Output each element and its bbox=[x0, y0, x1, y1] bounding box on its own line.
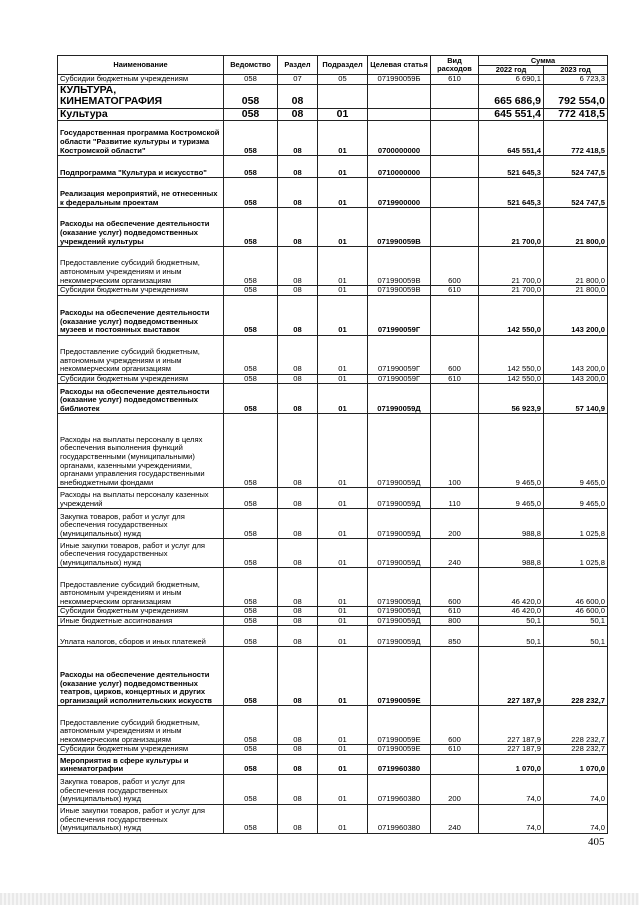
cell-target: 071990059В bbox=[368, 247, 431, 286]
cell-section: 08 bbox=[278, 745, 318, 755]
cell-section: 08 bbox=[278, 706, 318, 745]
cell-sum-2022: 521 645,3 bbox=[479, 178, 544, 208]
table-row bbox=[58, 286, 608, 296]
table-row bbox=[58, 208, 608, 247]
cell-section: 08 bbox=[278, 607, 318, 617]
scan-edge bbox=[0, 893, 639, 905]
cell-dept: 058 bbox=[224, 755, 278, 775]
cell-expense-type bbox=[431, 84, 479, 108]
cell-subsection: 01 bbox=[318, 108, 368, 121]
header-sum: Сумма bbox=[479, 56, 608, 66]
cell-sum-2022: 142 550,0 bbox=[479, 295, 544, 335]
cell-dept: 058 bbox=[224, 488, 278, 509]
cell-dept: 058 bbox=[224, 247, 278, 286]
table-row bbox=[58, 775, 608, 805]
cell-target: 071990059Д bbox=[368, 607, 431, 617]
cell-target: 071990059Д bbox=[368, 626, 431, 647]
cell-sum-2023: 792 554,0 bbox=[544, 84, 608, 108]
cell-sum-2023: 772 418,5 bbox=[544, 121, 608, 156]
cell-target: 071990059Д bbox=[368, 384, 431, 414]
cell-sum-2022: 645 551,4 bbox=[479, 108, 544, 121]
cell-subsection: 01 bbox=[318, 121, 368, 156]
cell-sum-2022: 74,0 bbox=[479, 805, 544, 834]
cell-sum-2023: 228 232,7 bbox=[544, 745, 608, 755]
cell-expense-type bbox=[431, 647, 479, 706]
cell-expense-type: 610 bbox=[431, 607, 479, 617]
cell-expense-type bbox=[431, 295, 479, 335]
cell-target: 071990059Е bbox=[368, 647, 431, 706]
cell-sum-2023: 74,0 bbox=[544, 775, 608, 805]
cell-section: 08 bbox=[278, 626, 318, 647]
cell-name: Субсидии бюджетным учреждениям bbox=[58, 374, 224, 384]
cell-name: Предоставление субсидий бюджетным, автономным учреждениям и иным некоммерческим организациям bbox=[58, 335, 224, 374]
cell-sum-2023: 772 418,5 bbox=[544, 108, 608, 121]
cell-expense-type: 610 bbox=[431, 745, 479, 755]
cell-sum-2023: 1 025,8 bbox=[544, 539, 608, 568]
cell-sum-2022: 50,1 bbox=[479, 616, 544, 626]
cell-sum-2023: 46 600,0 bbox=[544, 607, 608, 617]
cell-name: Субсидии бюджетным учреждениям bbox=[58, 75, 224, 85]
cell-dept: 058 bbox=[224, 208, 278, 247]
cell-name: Расходы на обеспечение деятельности (оказание услуг) подведомственных музеев и постоянных выставок bbox=[58, 295, 224, 335]
cell-sum-2022: 1 070,0 bbox=[479, 755, 544, 775]
cell-target: 071990059В bbox=[368, 286, 431, 296]
cell-target: 071990059Д bbox=[368, 414, 431, 488]
cell-subsection: 01 bbox=[318, 775, 368, 805]
cell-subsection: 01 bbox=[318, 706, 368, 745]
cell-dept: 058 bbox=[224, 178, 278, 208]
cell-sum-2022: 6 690,1 bbox=[479, 75, 544, 85]
cell-name: Расходы на выплаты персоналу в целях обеспечения выполнения функций государственными (муниципальными) органами, казенными учреждениями, органами управления государственными внебюджетными фондами bbox=[58, 414, 224, 488]
cell-sum-2023: 21 800,0 bbox=[544, 247, 608, 286]
table-row bbox=[58, 156, 608, 178]
cell-expense-type bbox=[431, 178, 479, 208]
table-row bbox=[58, 414, 608, 488]
cell-name: Субсидии бюджетным учреждениям bbox=[58, 286, 224, 296]
cell-sum-2023: 524 747,5 bbox=[544, 178, 608, 208]
cell-sum-2022: 645 551,4 bbox=[479, 121, 544, 156]
cell-name: Закупка товаров, работ и услуг для обеспечения государственных (муниципальных) нужд bbox=[58, 775, 224, 805]
header-year-2023: 2023 год bbox=[544, 66, 608, 75]
cell-section: 08 bbox=[278, 84, 318, 108]
cell-subsection: 01 bbox=[318, 247, 368, 286]
cell-sum-2022: 227 187,9 bbox=[479, 706, 544, 745]
cell-sum-2023: 524 747,5 bbox=[544, 156, 608, 178]
cell-section: 08 bbox=[278, 208, 318, 247]
cell-subsection: 01 bbox=[318, 755, 368, 775]
cell-sum-2022: 142 550,0 bbox=[479, 374, 544, 384]
table-body bbox=[58, 75, 608, 834]
cell-dept: 058 bbox=[224, 745, 278, 755]
cell-subsection: 01 bbox=[318, 178, 368, 208]
header-name: Наименование bbox=[58, 56, 224, 75]
cell-section: 08 bbox=[278, 488, 318, 509]
cell-target: 0719960380 bbox=[368, 805, 431, 834]
cell-target: 0710000000 bbox=[368, 156, 431, 178]
table-row bbox=[58, 805, 608, 834]
cell-sum-2023: 143 200,0 bbox=[544, 335, 608, 374]
cell-sum-2022: 9 465,0 bbox=[479, 414, 544, 488]
header-dept: Ведомство bbox=[224, 56, 278, 75]
cell-target: 071990059Д bbox=[368, 488, 431, 509]
cell-section: 08 bbox=[278, 755, 318, 775]
cell-dept: 058 bbox=[224, 647, 278, 706]
cell-expense-type: 100 bbox=[431, 414, 479, 488]
cell-sum-2023: 228 232,7 bbox=[544, 647, 608, 706]
cell-section: 08 bbox=[278, 805, 318, 834]
cell-section: 08 bbox=[278, 335, 318, 374]
table-row bbox=[58, 178, 608, 208]
table-header bbox=[58, 56, 608, 75]
cell-subsection: 01 bbox=[318, 295, 368, 335]
cell-sum-2022: 50,1 bbox=[479, 626, 544, 647]
cell-sum-2023: 9 465,0 bbox=[544, 414, 608, 488]
cell-sum-2023: 50,1 bbox=[544, 616, 608, 626]
table-row bbox=[58, 75, 608, 85]
cell-name: Субсидии бюджетным учреждениям bbox=[58, 607, 224, 617]
header-expense-type: Вид расходов bbox=[431, 56, 479, 75]
cell-target: 071990059В bbox=[368, 208, 431, 247]
cell-target: 071990059Г bbox=[368, 335, 431, 374]
table-row bbox=[58, 374, 608, 384]
cell-section: 08 bbox=[278, 108, 318, 121]
cell-expense-type: 610 bbox=[431, 374, 479, 384]
cell-sum-2023: 50,1 bbox=[544, 626, 608, 647]
cell-subsection: 01 bbox=[318, 286, 368, 296]
cell-dept: 058 bbox=[224, 374, 278, 384]
cell-sum-2022: 21 700,0 bbox=[479, 208, 544, 247]
cell-expense-type: 110 bbox=[431, 488, 479, 509]
cell-name: Иные бюджетные ассигнования bbox=[58, 616, 224, 626]
cell-section: 08 bbox=[278, 295, 318, 335]
cell-expense-type bbox=[431, 208, 479, 247]
cell-dept: 058 bbox=[224, 84, 278, 108]
cell-dept: 058 bbox=[224, 286, 278, 296]
cell-subsection: 05 bbox=[318, 75, 368, 85]
cell-dept: 058 bbox=[224, 706, 278, 745]
cell-subsection: 01 bbox=[318, 539, 368, 568]
cell-sum-2022: 74,0 bbox=[479, 775, 544, 805]
cell-sum-2023: 21 800,0 bbox=[544, 286, 608, 296]
cell-sum-2023: 46 600,0 bbox=[544, 568, 608, 607]
cell-name: Реализация мероприятий, не отнесенных к федеральным проектам bbox=[58, 178, 224, 208]
cell-subsection: 01 bbox=[318, 374, 368, 384]
cell-target: 0719960380 bbox=[368, 775, 431, 805]
cell-section: 08 bbox=[278, 616, 318, 626]
cell-dept: 058 bbox=[224, 384, 278, 414]
cell-expense-type bbox=[431, 384, 479, 414]
cell-name: Предоставление субсидий бюджетным, автономным учреждениям и иным некоммерческим организациям bbox=[58, 706, 224, 745]
header-year-2022: 2022 год bbox=[479, 66, 544, 75]
table-row bbox=[58, 706, 608, 745]
cell-sum-2022: 9 465,0 bbox=[479, 488, 544, 509]
cell-dept: 058 bbox=[224, 414, 278, 488]
cell-sum-2023: 9 465,0 bbox=[544, 488, 608, 509]
cell-section: 08 bbox=[278, 286, 318, 296]
cell-sum-2023: 1 070,0 bbox=[544, 755, 608, 775]
budget-table bbox=[57, 55, 608, 834]
cell-subsection: 01 bbox=[318, 805, 368, 834]
cell-dept: 058 bbox=[224, 626, 278, 647]
cell-section: 08 bbox=[278, 247, 318, 286]
cell-expense-type bbox=[431, 755, 479, 775]
cell-expense-type: 200 bbox=[431, 775, 479, 805]
cell-name: Расходы на обеспечение деятельности (оказание услуг) подведомственных библиотек bbox=[58, 384, 224, 414]
cell-section: 08 bbox=[278, 374, 318, 384]
cell-expense-type: 200 bbox=[431, 509, 479, 539]
cell-name: Предоставление субсидий бюджетным, автономным учреждениям и иным некоммерческим организациям bbox=[58, 568, 224, 607]
cell-name: КУЛЬТУРА, КИНЕМАТОГРАФИЯ bbox=[58, 84, 224, 108]
cell-name: Государственная программа Костромской области "Развитие культуры и туризма Костромской области" bbox=[58, 121, 224, 156]
cell-expense-type: 600 bbox=[431, 335, 479, 374]
cell-dept: 058 bbox=[224, 607, 278, 617]
cell-target: 071990059Д bbox=[368, 509, 431, 539]
cell-dept: 058 bbox=[224, 568, 278, 607]
cell-expense-type: 240 bbox=[431, 539, 479, 568]
cell-expense-type: 600 bbox=[431, 568, 479, 607]
cell-sum-2022: 665 686,9 bbox=[479, 84, 544, 108]
cell-target: 071990059Г bbox=[368, 374, 431, 384]
cell-target: 071990059Е bbox=[368, 706, 431, 745]
cell-section: 08 bbox=[278, 121, 318, 156]
cell-expense-type: 600 bbox=[431, 706, 479, 745]
cell-expense-type bbox=[431, 121, 479, 156]
table-row bbox=[58, 647, 608, 706]
cell-subsection: 01 bbox=[318, 208, 368, 247]
cell-dept: 058 bbox=[224, 775, 278, 805]
cell-subsection bbox=[318, 84, 368, 108]
cell-sum-2022: 56 923,9 bbox=[479, 384, 544, 414]
cell-expense-type: 800 bbox=[431, 616, 479, 626]
cell-subsection: 01 bbox=[318, 156, 368, 178]
table-row bbox=[58, 488, 608, 509]
cell-expense-type bbox=[431, 108, 479, 121]
cell-dept: 058 bbox=[224, 335, 278, 374]
cell-expense-type: 240 bbox=[431, 805, 479, 834]
cell-subsection: 01 bbox=[318, 647, 368, 706]
table-row bbox=[58, 568, 608, 607]
cell-expense-type: 850 bbox=[431, 626, 479, 647]
cell-target: 071990059Д bbox=[368, 616, 431, 626]
cell-dept: 058 bbox=[224, 75, 278, 85]
cell-target: 0700000000 bbox=[368, 121, 431, 156]
cell-name: Закупка товаров, работ и услуг для обеспечения государственных (муниципальных) нужд bbox=[58, 509, 224, 539]
cell-sum-2022: 227 187,9 bbox=[479, 647, 544, 706]
header-subsection: Подраздел bbox=[318, 56, 368, 75]
header-target: Целевая статья bbox=[368, 56, 431, 75]
cell-name: Субсидии бюджетным учреждениям bbox=[58, 745, 224, 755]
table-row bbox=[58, 335, 608, 374]
table-row bbox=[58, 84, 608, 108]
cell-name: Расходы на обеспечение деятельности (оказание услуг) подведомственных театров, цирков, концертных и других организаций исполнительских искусств bbox=[58, 647, 224, 706]
table-row bbox=[58, 108, 608, 121]
table-row bbox=[58, 607, 608, 617]
cell-name: Культура bbox=[58, 108, 224, 121]
cell-target bbox=[368, 108, 431, 121]
cell-sum-2023: 57 140,9 bbox=[544, 384, 608, 414]
cell-section: 08 bbox=[278, 647, 318, 706]
cell-sum-2022: 46 420,0 bbox=[479, 607, 544, 617]
cell-sum-2022: 46 420,0 bbox=[479, 568, 544, 607]
cell-name: Подпрограмма "Культура и искусство" bbox=[58, 156, 224, 178]
cell-sum-2023: 228 232,7 bbox=[544, 706, 608, 745]
cell-target: 0719960380 bbox=[368, 755, 431, 775]
cell-section: 08 bbox=[278, 509, 318, 539]
cell-name: Мероприятия в сфере культуры и кинематографии bbox=[58, 755, 224, 775]
cell-subsection: 01 bbox=[318, 488, 368, 509]
cell-sum-2023: 74,0 bbox=[544, 805, 608, 834]
cell-subsection: 01 bbox=[318, 384, 368, 414]
table-row bbox=[58, 755, 608, 775]
cell-expense-type bbox=[431, 156, 479, 178]
cell-section: 08 bbox=[278, 539, 318, 568]
cell-name: Предоставление субсидий бюджетным, автономным учреждениям и иным некоммерческим организациям bbox=[58, 247, 224, 286]
table-row bbox=[58, 509, 608, 539]
cell-dept: 058 bbox=[224, 805, 278, 834]
cell-sum-2022: 521 645,3 bbox=[479, 156, 544, 178]
cell-sum-2023: 6 723,3 bbox=[544, 75, 608, 85]
cell-sum-2022: 227 187,9 bbox=[479, 745, 544, 755]
cell-section: 08 bbox=[278, 156, 318, 178]
cell-target: 071990059Д bbox=[368, 568, 431, 607]
cell-sum-2023: 1 025,8 bbox=[544, 509, 608, 539]
table-row bbox=[58, 384, 608, 414]
cell-expense-type: 610 bbox=[431, 75, 479, 85]
table-row bbox=[58, 745, 608, 755]
page-number: 405 bbox=[588, 836, 605, 848]
cell-subsection: 01 bbox=[318, 607, 368, 617]
cell-section: 08 bbox=[278, 775, 318, 805]
cell-dept: 058 bbox=[224, 295, 278, 335]
cell-sum-2022: 988,8 bbox=[479, 539, 544, 568]
cell-target: 071990059Г bbox=[368, 295, 431, 335]
cell-dept: 058 bbox=[224, 509, 278, 539]
cell-sum-2022: 21 700,0 bbox=[479, 247, 544, 286]
cell-name: Расходы на обеспечение деятельности (оказание услуг) подведомственных учреждений культуры bbox=[58, 208, 224, 247]
cell-subsection: 01 bbox=[318, 745, 368, 755]
cell-section: 08 bbox=[278, 178, 318, 208]
cell-sum-2023: 21 800,0 bbox=[544, 208, 608, 247]
cell-sum-2022: 988,8 bbox=[479, 509, 544, 539]
cell-section: 07 bbox=[278, 75, 318, 85]
cell-subsection: 01 bbox=[318, 626, 368, 647]
cell-name: Иные закупки товаров, работ и услуг для обеспечения государственных (муниципальных) нужд bbox=[58, 539, 224, 568]
cell-dept: 058 bbox=[224, 108, 278, 121]
cell-dept: 058 bbox=[224, 616, 278, 626]
cell-subsection: 01 bbox=[318, 568, 368, 607]
cell-name: Иные закупки товаров, работ и услуг для обеспечения государственных (муниципальных) нужд bbox=[58, 805, 224, 834]
cell-subsection: 01 bbox=[318, 616, 368, 626]
table-row bbox=[58, 616, 608, 626]
cell-name: Уплата налогов, сборов и иных платежей bbox=[58, 626, 224, 647]
cell-expense-type: 610 bbox=[431, 286, 479, 296]
cell-target: 0719900000 bbox=[368, 178, 431, 208]
cell-sum-2023: 143 200,0 bbox=[544, 374, 608, 384]
cell-subsection: 01 bbox=[318, 509, 368, 539]
cell-dept: 058 bbox=[224, 156, 278, 178]
cell-dept: 058 bbox=[224, 539, 278, 568]
table-row bbox=[58, 247, 608, 286]
header-section: Раздел bbox=[278, 56, 318, 75]
cell-name: Расходы на выплаты персоналу казенных учреждений bbox=[58, 488, 224, 509]
cell-target: 071990059Б bbox=[368, 75, 431, 85]
cell-expense-type: 600 bbox=[431, 247, 479, 286]
cell-target bbox=[368, 84, 431, 108]
cell-target: 071990059Е bbox=[368, 745, 431, 755]
cell-section: 08 bbox=[278, 384, 318, 414]
cell-dept: 058 bbox=[224, 121, 278, 156]
cell-sum-2022: 142 550,0 bbox=[479, 335, 544, 374]
cell-section: 08 bbox=[278, 568, 318, 607]
cell-section: 08 bbox=[278, 414, 318, 488]
table-row bbox=[58, 539, 608, 568]
cell-sum-2023: 143 200,0 bbox=[544, 295, 608, 335]
cell-target: 071990059Д bbox=[368, 539, 431, 568]
table-row bbox=[58, 626, 608, 647]
table-row bbox=[58, 295, 608, 335]
cell-subsection: 01 bbox=[318, 414, 368, 488]
cell-subsection: 01 bbox=[318, 335, 368, 374]
cell-sum-2022: 21 700,0 bbox=[479, 286, 544, 296]
table-row bbox=[58, 121, 608, 156]
